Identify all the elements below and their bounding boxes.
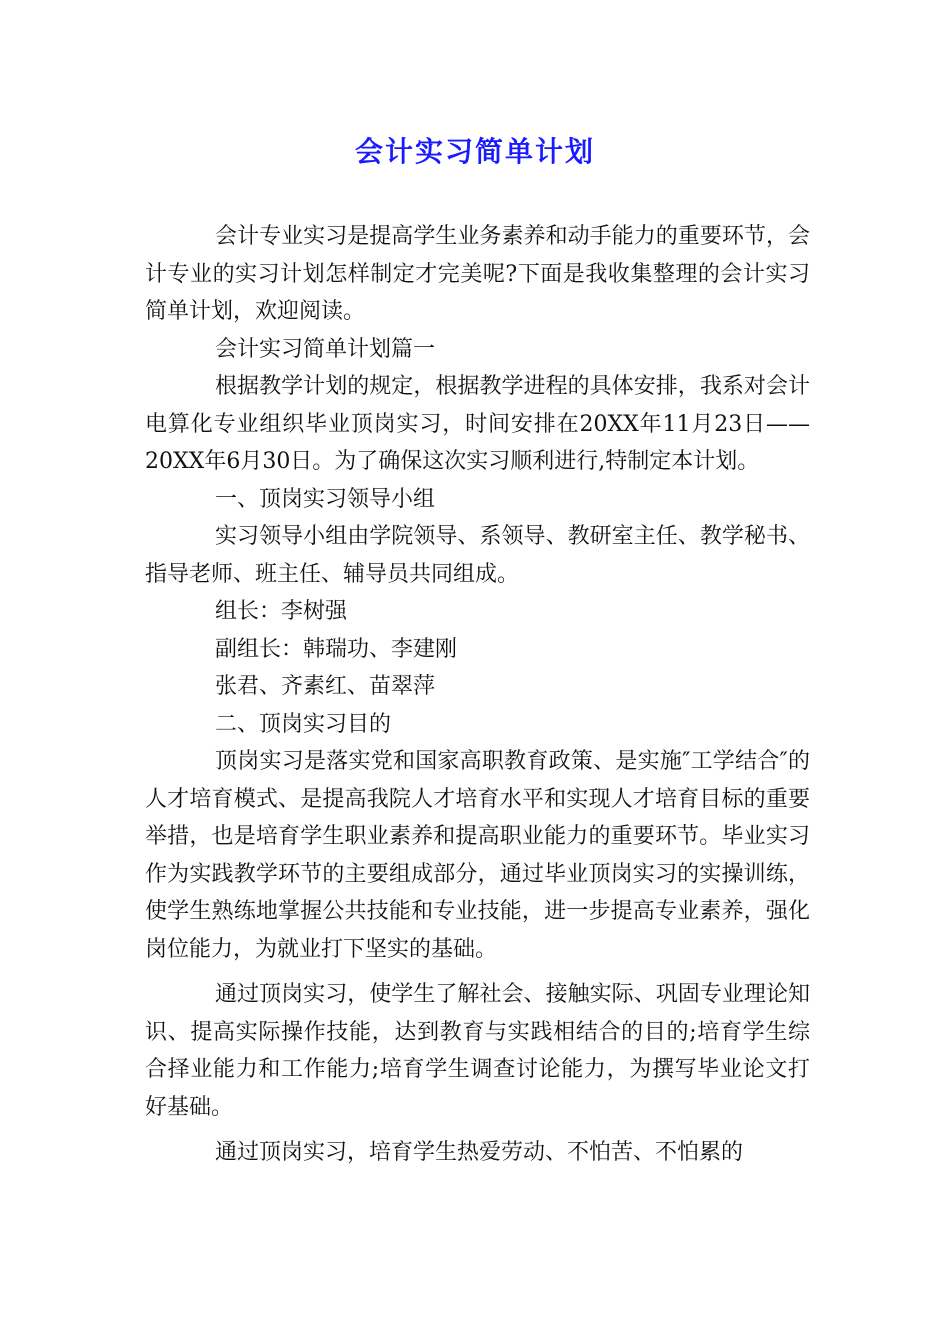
- paragraph-heading-purpose: 二、顶岗实习目的: [215, 711, 392, 737]
- paragraph-deputy-leaders: 副组长：韩瑞功、李建刚: [215, 636, 458, 662]
- paragraph-intro: 会计专业实习是提高学生业务素养和动手能力的重要环节，会计专业的实习计划怎样制定才完美呢?下面是我收集整理的会计实习简单计划，欢迎阅读。: [145, 224, 810, 324]
- paragraph-group-leader: 组长：李树强: [215, 599, 348, 624]
- paragraph-section-heading: 会计实习简单计划篇一: [215, 336, 436, 362]
- document-body: [145, 218, 810, 1172]
- paragraph-members: 张君、齐素红、苗翠萍: [215, 674, 436, 699]
- paragraph-purpose-attitude: 通过顶岗实习，培育学生热爱劳动、不怕苦、不怕累的: [215, 1140, 744, 1165]
- document-title: 会计实习简单计划: [354, 135, 595, 168]
- paragraph-purpose: 顶岗实习是落实党和国家高职教育政策、是实施″工学结合″的人才培育模式、是提高我院人才培育水平和实现人才培育目标的重要举措，也是培育学生职业素养和提高职业能力的重要环节。毕业实习作为实践教学环节的主要组成部分，通过毕业顶岗实习的实操训练，使学生熟练地掌握公共技能和专业技能，进一步提高专业素养，强化岗位能力，为就业打下坚实的基础。: [145, 749, 810, 962]
- paragraph-plan-basis: 根据教学计划的规定，根据教学进程的具体安排，我系对会计电算化专业组织毕业顶岗实习，时间安排在20XX年11月23日——20XX年6月30日。为了确保这次实习顺利进行,特制定本计划。: [145, 374, 810, 474]
- paragraph-purpose-detail: 通过顶岗实习，使学生了解社会、接触实际、巩固专业理论知识、提高实际操作技能，达到教育与实践相结合的目的;培育学生综合择业能力和工作能力;培育学生调查讨论能力，为撰写毕业论文打好基础。: [145, 982, 810, 1120]
- paragraph-leadership-members: 实习领导小组由学院领导、系领导、教研室主任、教学秘书、指导老师、班主任、辅导员共同组成。: [145, 524, 810, 587]
- paragraph-heading-leadership: 一、顶岗实习领导小组: [215, 486, 436, 512]
